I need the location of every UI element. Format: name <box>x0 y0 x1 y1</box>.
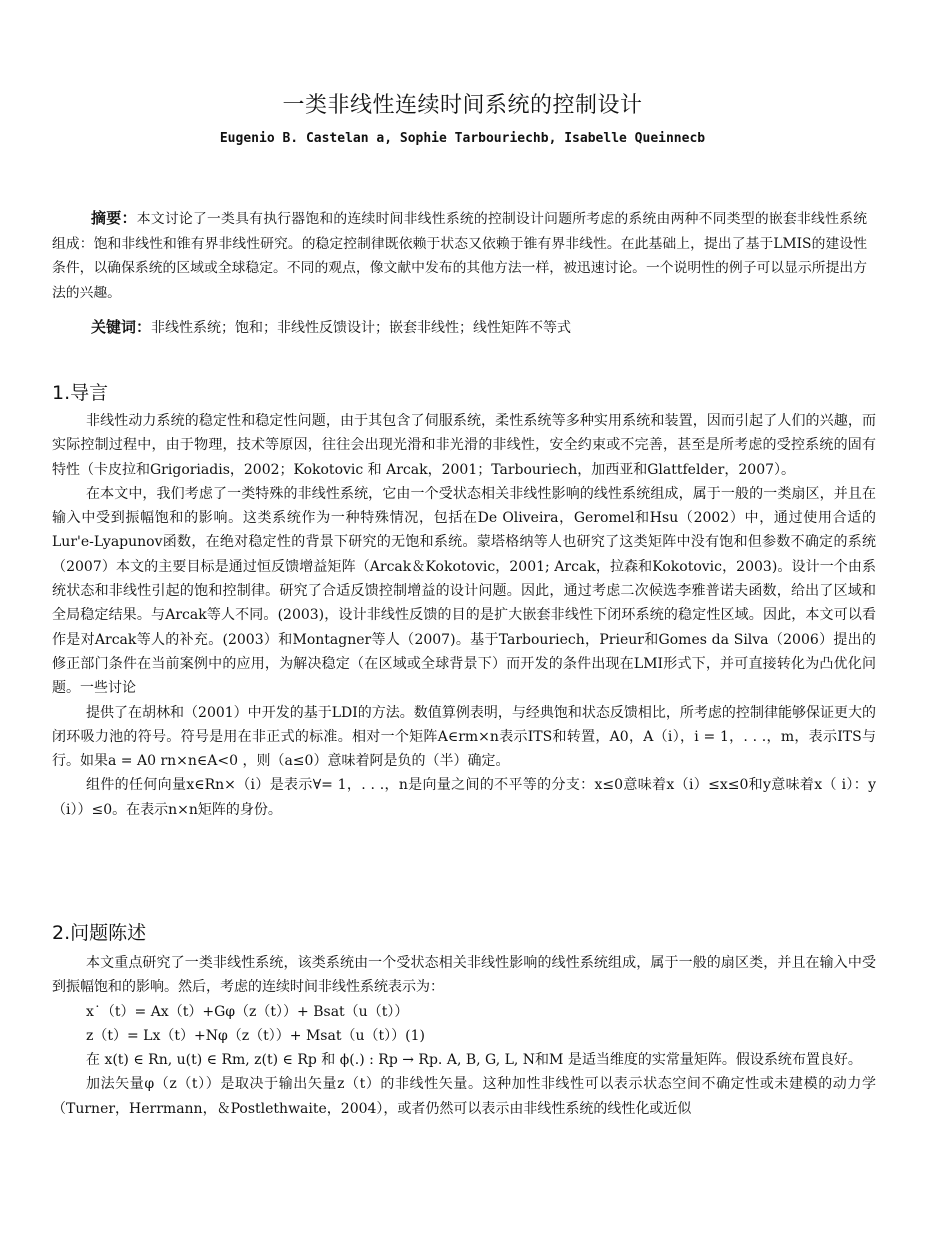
paragraph: 组件的任何向量x∈Rn×（i）是表示∀= 1，. . .，n是向量之间的不平等的分支：x≤0意味着x（i）≤x≤0和y意味着x（ i）：y（i））≤0。在表示n×n矩阵的身份。 <box>52 777 876 818</box>
section-1-body <box>52 409 876 822</box>
paper-title: 一类非线性连续时间系统的控制设计 <box>282 93 643 118</box>
section-2-body <box>52 951 876 1121</box>
paragraph: 本文重点研究了一类非线性系统，该类系统由一个受状态相关非线性影响的线性系统组成，属于一般的扇区类，并且在输入中受到振幅饱和的影响。然后，考虑的连续时间非线性系统表示为： <box>52 955 876 996</box>
paragraph: 在本文中，我们考虑了一类特殊的非线性系统，它由一个受状态相关非线性影响的线性系统组成，属于一般的一类扇区，并且在输入中受到振幅饱和的影响。这类系统作为一种特殊情况，包括在De Oliveira，Geromel和Hsu（2002）中，通过使用合适的Lur'e-Lyapunov函数，在绝对稳定性的背景下研究的无饱和系统。蒙塔格纳等人也研究了这类矩阵中没有饱和但参数不确定的系统（2007）本文的主要目标是通过恒反馈增益矩阵（Arcak＆Kokotovic，2001; Arcak，拉森和Kokotovic，2003)。设计一个由系统状态和非线性引起的饱和控制律。研究了合适反馈控制增益的设计问题。因此，通过考虑二次候选李雅普诺夫函数，给出了区域和全局稳定结果。与Arcak等人不同。(2003)，设计非线性反馈的目的是扩大嵌套非线性下闭环系统的稳定性区域。因此，本文可以看作是对Arcak等人的补充。(2003）和Montagner等人（2007)。基于Tarbouriech，Prieur和Gomes da Silva（2006）提出的修正部门条件在当前案例中的应用，为解决稳定（在区域或全球背景下）而开发的条件出现在LMI形式下，并可直接转化为凸优化问题。一些讨论 <box>52 485 876 697</box>
abstract-label: 摘要： <box>91 209 137 227</box>
paragraph: 加法矢量φ（z（t））是取决于输出矢量z（t）的非线性矢量。这种加性非线性可以表示状态空间不确定性或未建模的动力学（Turner，Herrmann，＆Postlethwaite，2004），或者仍然可以表示由非线性系统的线性化或近似 <box>52 1076 876 1117</box>
authors: Eugenio B. Castelan a, Sophie Tarbouriechb, Isabelle Queinnecb <box>219 131 706 146</box>
keywords-label: 关键词： <box>91 318 152 336</box>
keywords <box>91 316 871 337</box>
paragraph: 提供了在胡林和（2001）中开发的基于LDI的方法。数值算例表明，与经典饱和状态反馈相比，所考虑的控制律能够保证更大的闭环吸力池的符号。符号是用在非正式的标准。相对一个矩阵A∈rm×n表示ITS和转置，A0，A（i），i = 1，. . .，m，表示ITS与行。如果a = A0 rn×n∈A<0 ，则（a≤0）意味着阿是负的（半）确定。 <box>52 704 876 770</box>
section-heading-1: 1.导言 <box>52 382 109 404</box>
abstract <box>52 206 867 305</box>
section-heading-2: 2.问题陈述 <box>52 922 147 944</box>
keywords-text: 非线性系统；饱和；非线性反馈设计；嵌套非线性；线性矩阵不等式 <box>151 320 572 336</box>
paragraph: 在 x(t) ∈ Rn, u(t) ∈ Rm, z(t) ∈ Rp 和 ϕ(.) : Rp → Rp. A, B, G, L, N和M 是适当维度的实常量矩阵。假设系统布置良好。 <box>86 1052 862 1069</box>
equation-line: x˙（t）= Ax（t）+Gφ（z（t））+ Bsat（u（t）） <box>86 1003 409 1020</box>
paragraph: 非线性动力系统的稳定性和稳定性问题，由于其包含了伺服系统，柔性系统等多种实用系统和装置，因而引起了人们的兴趣，而实际控制过程中，由于物理，技术等原因，往往会出现光滑和非光滑的非线性，安全约束或不完善，甚至是所考虑的受控系统的固有特性（卡皮拉和Grigoriadis，2002；Kokotovic 和 Arcak，2001；Tarbouriech，加西亚和Glattfelder，2007）。 <box>52 413 876 478</box>
equation-line: z（t）= Lx（t）+Nφ（z（t））+ Msat（u（t））(1) <box>86 1027 425 1044</box>
abstract-text: 本文讨论了一类具有执行器饱和的连续时间非线性系统的控制设计问题所考虑的系统由两种不同类型的嵌套非线性系统组成：饱和非线性和锥有界非线性研究。的稳定控制律既依赖于状态又依赖于锥有界非线性。在此基础上，提出了基于LMIS的建设性条件，以确保系统的区域或全球稳定。不同的观点，像文献中发布的其他方法一样，被迅速讨论。一个说明性的例子可以显示所提出方法的兴趣。 <box>52 211 867 301</box>
